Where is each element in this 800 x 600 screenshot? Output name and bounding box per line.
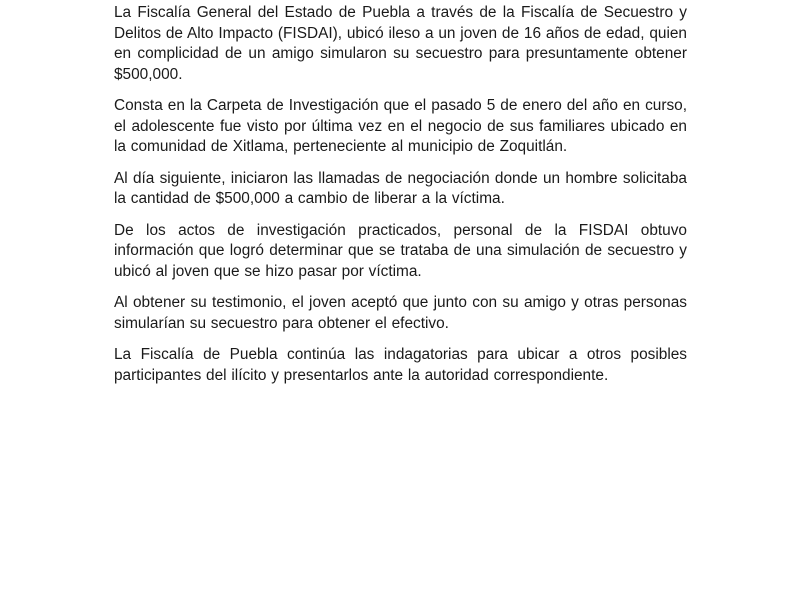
paragraph-3: Al día siguiente, iniciaron las llamadas de negociación donde un hombre solicitaba la cantidad de $500,000 a cambio de liberar a la víctima. (114, 169, 687, 207)
paragraph-5: Al obtener su testimonio, el joven aceptó que junto con su amigo y otras personas simularían su secuestro para obtener el efectivo. (114, 294, 687, 332)
paragraph-1: La Fiscalía General del Estado de Puebla a través de la Fiscalía de Secuestro y Delitos de Alto Impacto (FISDAI), ubicó ileso a un joven de 16 años de edad, quien en complicidad de un amigo simularon su secuestro para presuntamente obtener $500,000. (114, 4, 687, 83)
paragraph-6: La Fiscalía de Puebla continúa las indagatorias para ubicar a otros posibles participantes del ilícito y presentarlos ante la autoridad correspondiente. (114, 346, 687, 384)
document-body (114, 3, 687, 397)
paragraph-2: Consta en la Carpeta de Investigación que el pasado 5 de enero del año en curso, el adolescente fue visto por última vez en el negocio de sus familiares ubicado en la comunidad de Xitlama, perteneciente al municipio de Zoquitlán. (114, 97, 687, 155)
paragraph-4: De los actos de investigación practicados, personal de la FISDAI obtuvo información que logró determinar que se trataba de una simulación de secuestro y ubicó al joven que se hizo pasar por víctima. (114, 221, 687, 280)
